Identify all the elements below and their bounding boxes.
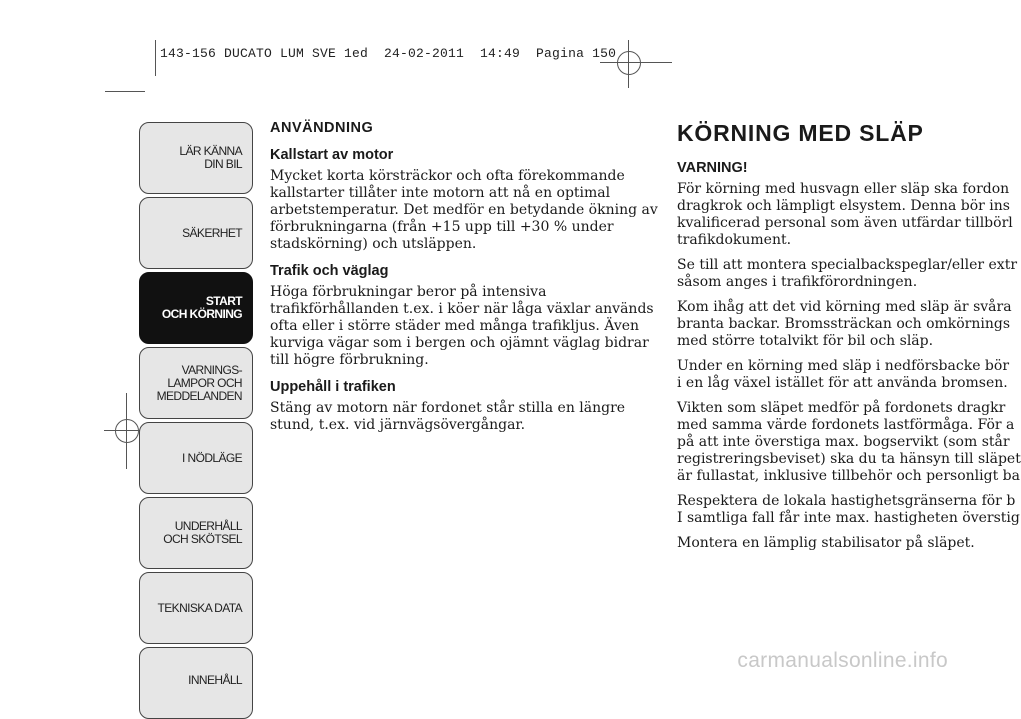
crop-mark-top-left-h — [105, 91, 145, 92]
subsection-heading: Kallstart av motor — [270, 147, 394, 163]
body-paragraph: För körning med husvagn eller släp ska fordon dragkrok och lämpligt elsystem. Denna bör ins kvalificerad personal som även utfärdar tillbörl trafikdokument. — [677, 181, 1013, 248]
body-paragraph: Stäng av motorn när fordonet står stilla en längre stund, t.ex. vid järnvägsövergångar. — [270, 400, 626, 433]
body-paragraph: Vikten som släpet medför på fordonets dragkr med samma värde fordonets lastförmåga. För a på att inte överstiga max. bogservikt (som står registreringsbeviset) ska du ta hänsyn till släpet är fullastat, inklusive tillbehör och personligt ba — [677, 400, 1021, 484]
body-paragraph: Respektera de lokala hastighetsgränserna för b I samtliga fall får inte max. hastigheten överstig — [677, 493, 1020, 526]
registration-mark-top-h — [600, 62, 672, 63]
subsection-heading: Trafik och väglag — [270, 263, 389, 279]
subsection-heading: Uppehåll i trafiken — [270, 379, 396, 395]
left-column — [270, 120, 662, 442]
body-paragraph: Montera en lämplig stabilisator på släpet. — [677, 535, 975, 551]
warning-heading: VARNING! — [677, 160, 748, 176]
page-title: KÖRNING MED SLÄP — [677, 120, 924, 146]
tab-lar-kanna-din-bil[interactable] — [139, 122, 253, 194]
tab-varningslampor[interactable] — [139, 347, 253, 419]
tab-label: I NÖDLÄGE — [182, 450, 242, 465]
section-title: ANVÄNDNING — [270, 120, 374, 136]
body-paragraph: Kom ihåg att det vid körning med släp är svåra branta backar. Bromssträckan och omkörnings med större totalvikt för bil och släp. — [677, 299, 1012, 349]
tab-start-och-korning[interactable] — [139, 272, 253, 344]
tab-label: UNDERHÅLL OCH SKÖTSEL — [163, 519, 242, 546]
crop-mark-top-left-v — [155, 40, 156, 76]
body-paragraph: Mycket korta körsträckor och ofta förekommande kallstarter tillåter inte motorn att nå en optimal arbetstemperatur. Det medför en betydande ökning av förbrukningarna (från +15 upp till +30 % under stadskörning) och utsläppen. — [270, 168, 658, 252]
registration-mark-left-v — [126, 393, 127, 469]
tab-tekniska-data[interactable] — [139, 572, 253, 644]
body-paragraph: Under en körning med släp i nedförsbacke bör i en låg växel istället för att använda bromsen. — [677, 358, 1010, 391]
tab-label: INNEHÅLL — [188, 673, 242, 687]
body-paragraph: Höga förbrukningar beror på intensiva trafikförhållanden t.ex. i köer när låga växlar används ofta eller i större städer med många trafikljus. Även kurviga vägar som i bergen och ojämnt väglag bidrar till högre förbrukning. — [270, 284, 654, 368]
tab-label: TEKNISKA DATA — [157, 600, 242, 615]
watermark: carmanualsonline.info — [737, 649, 948, 672]
registration-mark-left — [115, 419, 139, 443]
tab-sakerhet[interactable] — [139, 197, 253, 269]
body-paragraph: Se till att montera specialbackspeglar/eller extr såsom anges i trafikförordningen. — [677, 257, 1018, 290]
tab-label: START OCH KÖRNING — [161, 294, 242, 321]
registration-mark-top — [617, 51, 641, 75]
tab-label: SÄKERHET — [182, 225, 242, 240]
tab-innehall[interactable] — [139, 647, 253, 719]
tab-underhall-och-skotsel[interactable] — [139, 497, 253, 569]
tab-i-nodlage[interactable] — [139, 422, 253, 494]
tab-label: VARNINGS- LAMPOR OCH MEDDELANDEN — [156, 362, 242, 403]
right-column — [677, 120, 1021, 560]
tab-label: LÄR KÄNNA DIN BIL — [179, 144, 242, 171]
print-header: 143-156 DUCATO LUM SVE 1ed 24-02-2011 14:49 Pagina 150 — [160, 46, 617, 61]
registration-mark-top-v — [628, 40, 629, 88]
